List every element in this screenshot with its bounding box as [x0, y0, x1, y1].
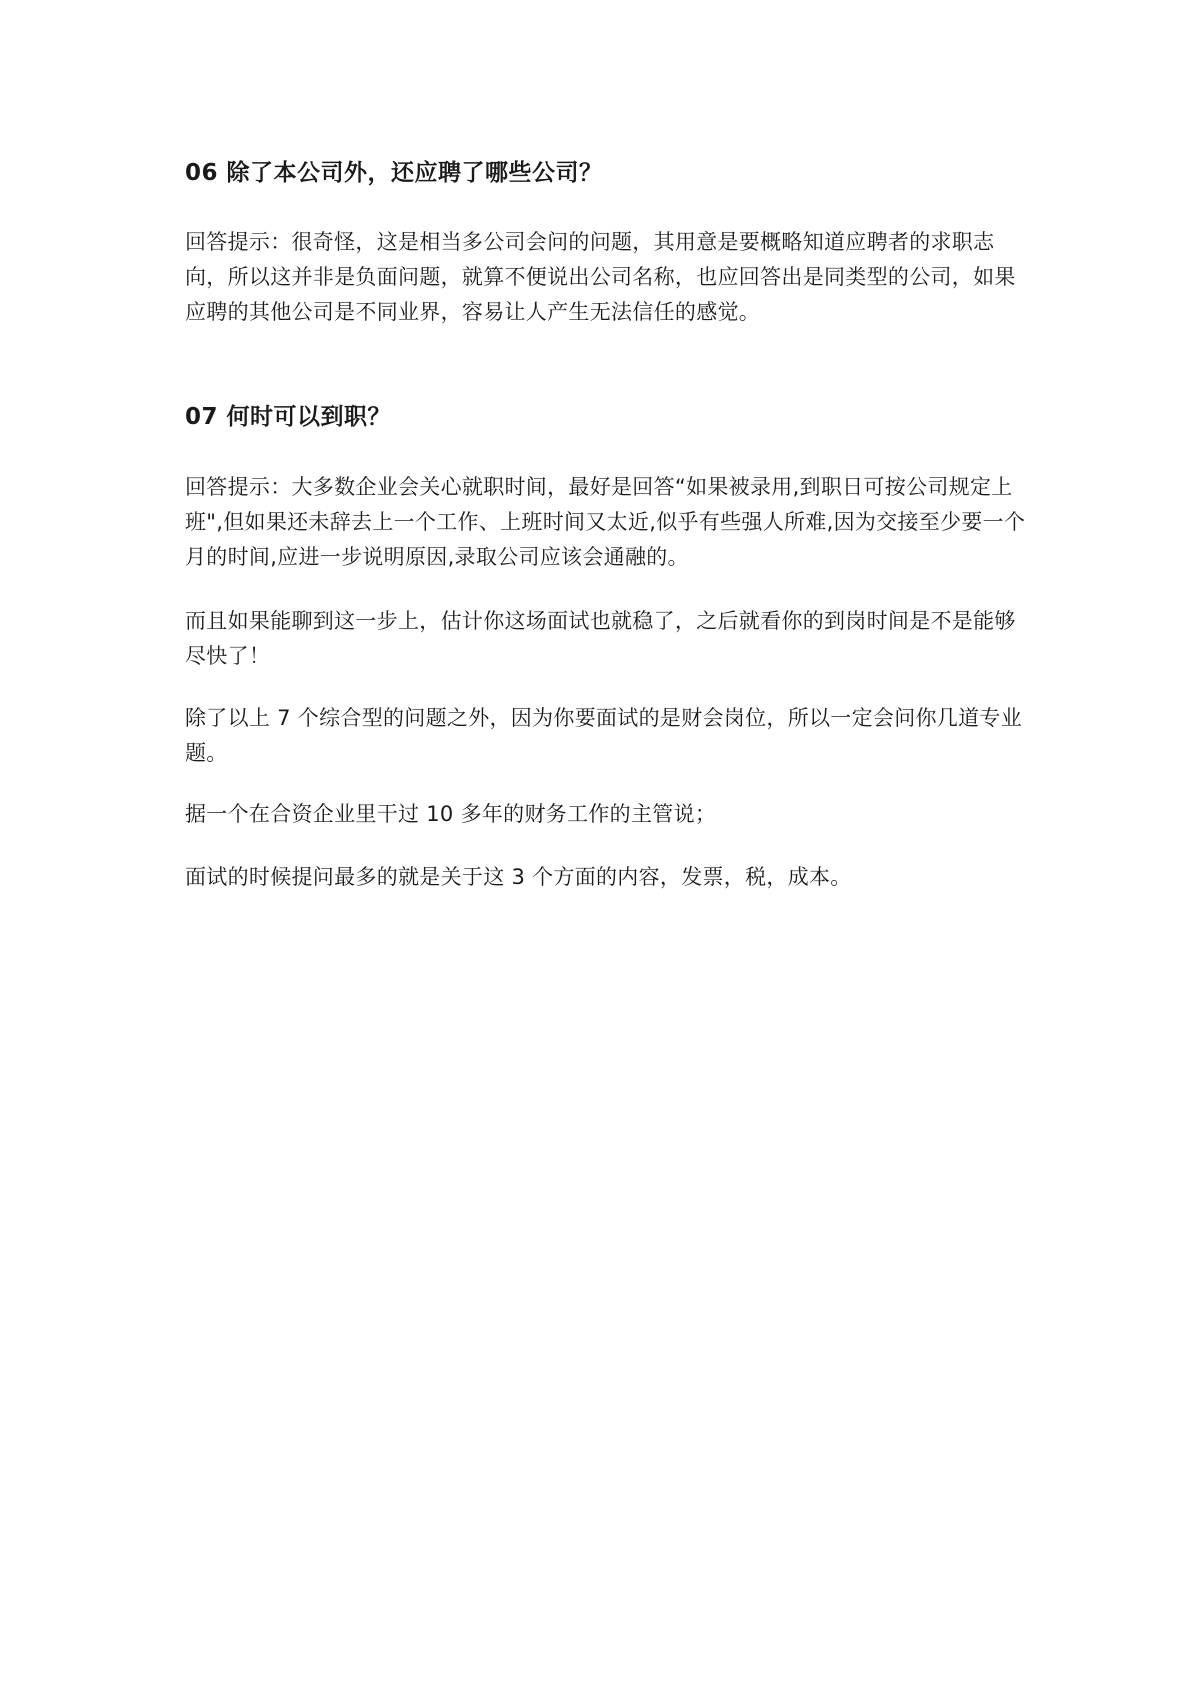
section-heading-07: 07 何时可以到职？ — [185, 404, 392, 430]
followup-paragraph: 而且如果能聊到这一步上，估计你这场面试也就稳了，之后就看你的到岗时间是不是能够尽快了！ — [185, 609, 1016, 668]
answer-paragraph-07: 回答提示：大多数企业会关心就职时间，最好是回答“如果被录用,到职日可按公司规定上班",但如果还未辞去上一个工作、上班时间又太近,似乎有些强人所难,因为交接至少要一个月的时间,应进一步说明原因,录取公司应该会通融的。 — [185, 475, 1026, 569]
supervisor-quote-intro: 据一个在合资企业里干过 10 多年的财务工作的主管说； — [185, 802, 717, 826]
key-topics-paragraph: 面试的时候提问最多的就是关于这 3 个方面的内容，发票，税，成本。 — [185, 865, 852, 889]
answer-paragraph-06: 回答提示：很奇怪，这是相当多公司会问的问题，其用意是要概略知道应聘者的求职志向，所以这并非是负面问题，就算不便说出公司名称，也应回答出是同类型的公司，如果应聘的其他公司是不同业界，容易让人产生无法信任的感觉。 — [185, 230, 1016, 324]
professional-questions-paragraph: 除了以上 7 个综合型的问题之外，因为你要面试的是财会岗位，所以一定会问你几道专业题。 — [185, 706, 1023, 765]
section-heading-06: 06 除了本公司外，还应聘了哪些公司？ — [185, 160, 603, 186]
